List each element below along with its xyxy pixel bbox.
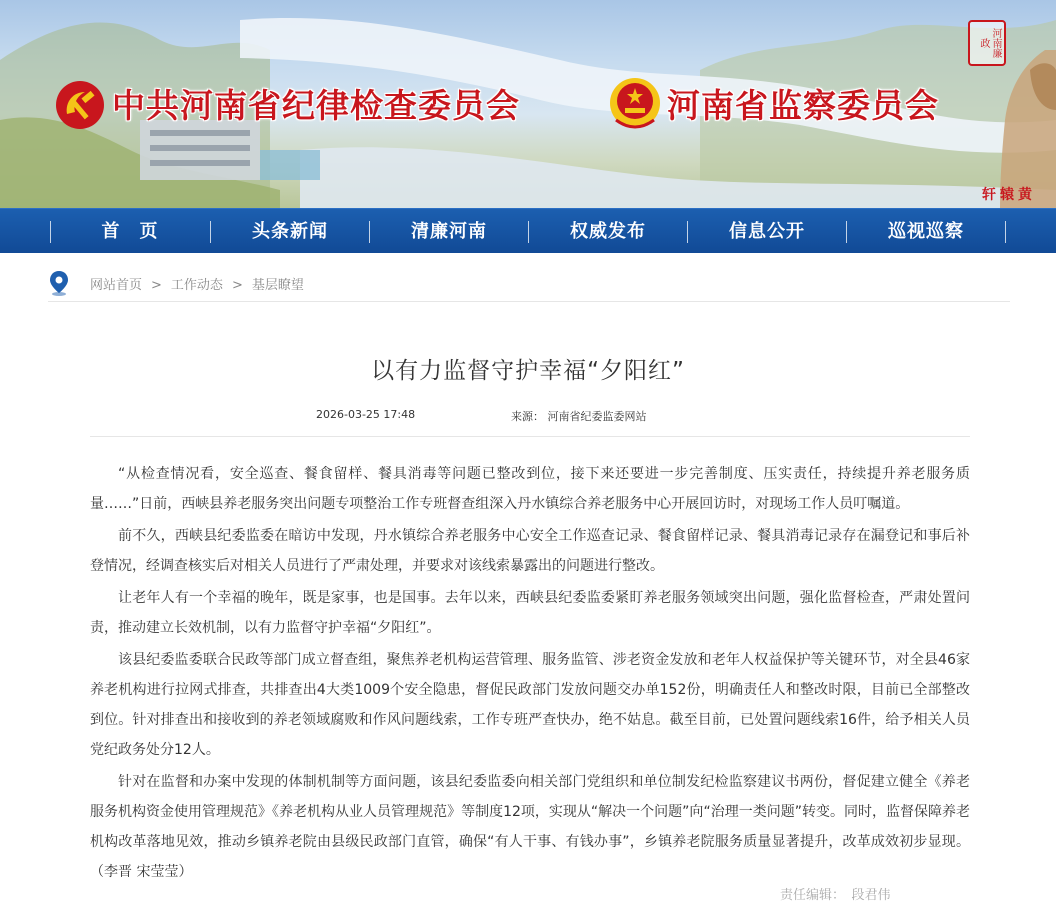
breadcrumb-grassroots-link[interactable]: 基层瞭望 [251,278,304,293]
nav-item-clean-henan[interactable]: 清廉河南 [411,221,487,242]
article-source: 来源： 河南省纪委监委网站 [511,410,647,423]
seal-stamp: 河南廉政 [968,20,1006,66]
location-pin-icon [48,270,70,296]
article-paragraph: 针对在监督和办案中发现的体制机制等方面问题，该县纪委监委向相关部门党组织和单位制发纪检监察建议书两份，督促建立健全《养老服务机构资金使用管理规范》《养老机构从业人员管理规范》等制度12项，实现从“解决一个问题”向“治理一类问题”转变。同时，监督保障养老机构改革落地见效，推动乡镇养老院由县级民政部门直管，确保“有人干事、有钱办事”，乡镇养老院服务质量显著提升，改革成效初步显现。（李晋 宋莹莹） [90,774,970,880]
supervision-commission-title: 河南省监察委员会 [667,86,939,125]
article-paragraph: “从检查情况看，安全巡查、餐食留样、餐具消毒等问题已整改到位，接下来还要进一步完善制度、压实责任，持续提升养老服务质量……”日前，西峡县养老服务突出问题专项整治工作专班督查组深入丹水镇综合养老服务中心开展回访时，对现场工作人员叮嘱道。 [90,466,970,512]
title-divider [90,436,970,437]
site-banner [0,0,1056,208]
article-paragraph: 前不久，西峡县纪委监委在暗访中发现，丹水镇综合养老服务中心安全工作巡查记录、餐食留样记录、餐具消毒记录存在漏登记和事后补登情况，经调查核实后对相关人员进行了严肃处理，并要求对该线索暴露出的问题进行整改。 [90,528,970,574]
main-nav [0,208,1056,253]
nav-item-releases[interactable]: 权威发布 [570,221,646,242]
responsible-editor: 责任编辑： 段君伟 [780,888,891,903]
article-date: 2026-03-25 17:48 [316,408,416,421]
article-paragraph: 让老年人有一个幸福的晚年，既是家事，也是国事。去年以来，西峡县纪委监委紧盯养老服务领域突出问题，强化监督检查，严肃处置问责，推动建立长效机制，以有力监督守护幸福“夕阳红”。 [90,590,970,636]
national-emblem-icon [608,76,662,132]
breadcrumb-work-news-link[interactable]: 工作动态 [170,278,223,293]
cpc-commission-title: 中共河南省纪律检查委员会 [112,86,520,125]
nav-item-home[interactable]: 首 页 [101,221,159,242]
article-title: 以有力监督守护幸福“夕阳红” [371,358,685,384]
nav-item-inspection[interactable]: 巡视巡察 [888,221,964,242]
article-paragraph: 该县纪委监委联合民政等部门成立督查组，聚焦养老机构运营管理、服务监管、涉老资金发放和老年人权益保护等关键环节，对全县46家养老机构进行拉网式排查，共排查出4大类1009个安全隐患，督促民政部门发放问题交办单152份，明确责任人和整改时限，目前已全部整改到位。针对排查出和接收到的养老领域腐败和作风问题线索，工作专班严查快办，绝不姑息。截至目前，已处置问题线索16件，给予相关人员党纪政务处分12人。 [90,652,970,758]
breadcrumb-home-link[interactable]: 网站首页 [90,278,143,293]
nav-divider [1005,221,1006,243]
breadcrumb [48,268,1010,302]
breadcrumb-separator: > [151,278,162,293]
breadcrumb-separator: > [231,278,243,293]
article-body [90,459,970,889]
banner-corner-text: 轩辕黄 [982,187,1036,203]
nav-item-info-disclosure[interactable]: 信息公开 [729,221,805,242]
party-emblem-icon [55,80,105,130]
nav-item-headlines[interactable]: 头条新闻 [252,221,328,242]
